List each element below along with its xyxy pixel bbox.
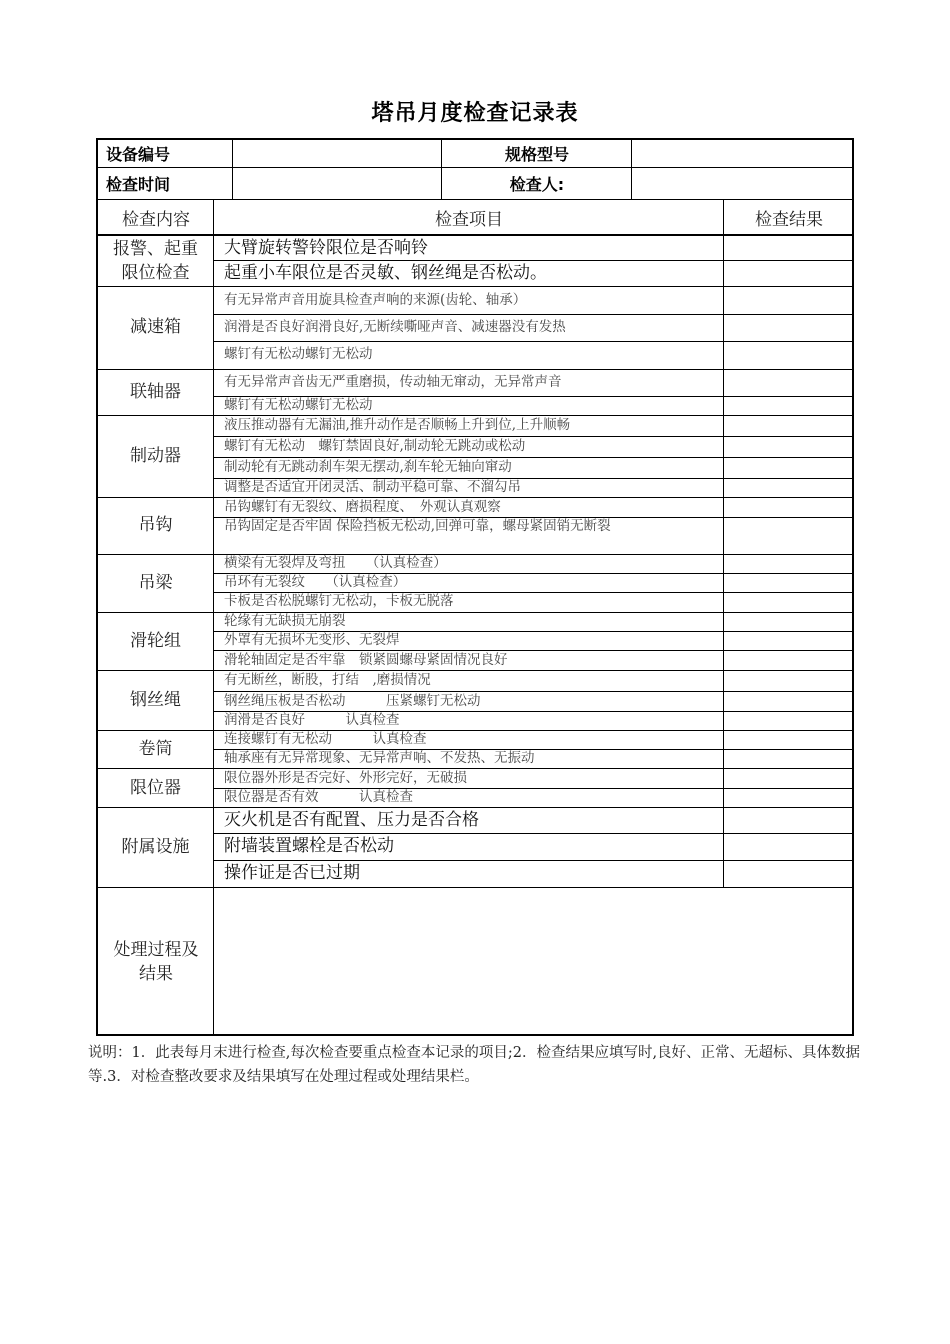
result-field[interactable] [724, 369, 852, 396]
check-item: 制动轮有无跳动刹车架无摆动,刹车轮无轴向窜动 [224, 459, 512, 475]
section-label-text: 吊梁 [138, 572, 173, 593]
check-item: 连接螺钉有无松动 认真检查 [224, 731, 427, 747]
section-label [98, 670, 213, 730]
check-item: 卡板是否松脱螺钉无松动，卡板无脱落 [224, 593, 454, 609]
check-item: 润滑是否良好 认真检查 [224, 712, 400, 728]
inspection-time-label: 检查时间 [106, 175, 171, 194]
result-field[interactable] [724, 650, 852, 670]
check-item: 钢丝绳压板是否松动 压紧螺钉无松动 [224, 692, 481, 709]
section-label-text: 减速箱 [130, 317, 181, 337]
result-field[interactable] [724, 573, 852, 592]
check-item: 灭火机是否有配置、压力是否合格 [224, 809, 479, 830]
result-field[interactable] [724, 236, 852, 260]
check-item: 螺钉有无松动 螺钉禁固良好,制动轮无跳动或松动 [224, 438, 526, 454]
column-header-result: 检查结果 [755, 210, 823, 230]
check-item: 限位器外形是否完好、外形完好，无破损 [224, 769, 467, 786]
check-item: 吊钩螺钉有无裂纹、磨损程度、 外观认真观察 [224, 498, 501, 515]
inspector-field[interactable] [632, 168, 852, 199]
result-field[interactable] [724, 554, 852, 573]
check-item: 有无异常声音齿无严重磨损，传动轴无窜动，无异常声音 [224, 374, 562, 390]
check-item: 润滑是否良好润滑良好,无断续嘶哑声音、减速器没有发热 [224, 319, 566, 335]
result-field[interactable] [724, 612, 852, 631]
inspector-label: 检查人: [509, 175, 565, 194]
section-label [98, 369, 213, 414]
note-text: 说明：1．此表每月末进行检查,每次检查要重点检查本记录的项目;2．检查结果应填写时,良好、正常、无超标、具体数据等.3．对检查整改要求及结果填写在处理过程或处理结果栏。 [88, 1045, 861, 1085]
column-header-content: 检查内容 [122, 210, 190, 230]
check-item: 限位器是否有效 认真检查 [224, 789, 413, 805]
section-label [98, 286, 213, 368]
check-item: 操作证是否已过期 [224, 863, 360, 883]
spec-model-field[interactable] [632, 140, 852, 167]
column-header-items: 检查项目 [435, 210, 503, 230]
section-label-text: 附属设施 [121, 837, 190, 857]
result-field[interactable] [724, 517, 852, 553]
section-label-text: 吊钩 [138, 515, 173, 535]
result-field[interactable] [724, 833, 852, 860]
inspection-table [96, 138, 854, 1036]
section-label-text: 报警、起重限位检查 [113, 239, 198, 283]
section-label-text: 制动器 [130, 446, 181, 466]
section-label-text: 联轴器 [130, 381, 181, 402]
result-field[interactable] [724, 860, 852, 887]
page-title: 塔吊月度检查记录表 [371, 101, 579, 126]
result-field[interactable] [724, 592, 852, 611]
check-item: 吊环有无裂纹 （认真检查） [224, 574, 407, 590]
check-item: 液压推动器有无漏油,推升动作是否顺畅上升到位,上升顺畅 [224, 417, 571, 433]
check-item: 吊钩固定是否牢固 保险挡板无松动,回弹可靠，螺母紧固销无断裂 [224, 518, 611, 534]
check-item: 横梁有无裂焊及弯扭 （认真检查） [224, 555, 447, 571]
result-field[interactable] [724, 711, 852, 730]
result-field[interactable] [724, 260, 852, 286]
section-label [98, 415, 213, 497]
result-field[interactable] [724, 768, 852, 788]
check-item: 轴承座有无异常现象、无异常声响、不发热、无振动 [224, 750, 535, 766]
check-item: 附墙装置螺栓是否松动 [224, 836, 394, 856]
result-field[interactable] [724, 730, 852, 749]
result-field[interactable] [724, 436, 852, 457]
result-field[interactable] [724, 457, 852, 478]
section-label [98, 554, 213, 611]
section-label-text: 限位器 [130, 777, 181, 798]
result-field[interactable] [724, 670, 852, 691]
check-item: 有无断丝，断股，打结 ,磨损情况 [224, 672, 431, 688]
inspection-time-field[interactable] [233, 168, 442, 199]
result-field[interactable] [724, 497, 852, 517]
process-label [98, 888, 214, 1036]
result-field[interactable] [724, 396, 852, 414]
result-field[interactable] [724, 807, 852, 833]
section-label [98, 768, 213, 807]
section-label-text: 卷筒 [138, 739, 173, 759]
process-field[interactable] [215, 889, 852, 1035]
check-item: 调整是否适宜开闭灵活、制动平稳可靠、不溜勾吊 [224, 479, 521, 495]
check-item: 有无异常声音用旋具检查声响的来源(齿轮、轴承） [224, 291, 527, 308]
section-label [98, 236, 213, 286]
check-item: 螺钉有无松动螺钉无松动 [224, 396, 373, 413]
section-label-text: 钢丝绳 [130, 690, 181, 710]
process-label-text: 处理过程及结果 [113, 940, 199, 984]
result-field[interactable] [724, 788, 852, 807]
result-field[interactable] [724, 691, 852, 711]
section-label [98, 497, 213, 553]
section-label [98, 807, 213, 887]
result-field[interactable] [724, 314, 852, 341]
check-item: 螺钉有无松动螺钉无松动 [224, 346, 373, 362]
check-item: 大臂旋转警铃限位是否响铃 [224, 237, 428, 258]
equipment-no-label: 设备编号 [106, 145, 171, 164]
check-item: 滑轮轴固定是否牢靠 锁紧圆螺母紧固情况良好 [224, 651, 508, 668]
result-field[interactable] [724, 478, 852, 497]
section-label [98, 612, 213, 670]
result-field[interactable] [724, 415, 852, 436]
spec-model-label: 规格型号 [504, 145, 569, 164]
check-item: 外罩有无损坏无变形、无裂焊 [224, 632, 400, 648]
result-field[interactable] [724, 341, 852, 368]
section-label-text: 滑轮组 [130, 631, 181, 651]
result-field[interactable] [724, 749, 852, 768]
check-item: 轮缘有无缺损无崩裂 [224, 613, 346, 629]
section-label [98, 730, 213, 768]
check-item: 起重小车限位是否灵敏、钢丝绳是否松动。 [224, 262, 547, 283]
equipment-no-field[interactable] [233, 140, 442, 167]
result-field[interactable] [724, 631, 852, 650]
result-field[interactable] [724, 286, 852, 314]
